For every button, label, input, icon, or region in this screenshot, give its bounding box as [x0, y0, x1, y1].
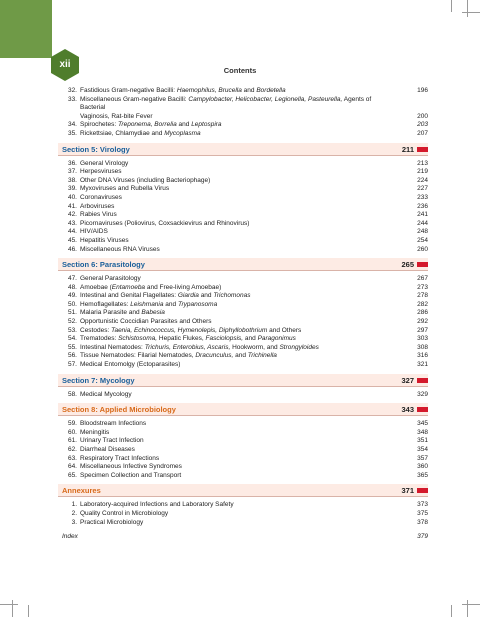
- section-rule: [58, 155, 428, 156]
- entry-title-part: Intestinal and Genital Flagellates:: [80, 292, 178, 300]
- entry-number: 36.: [67, 159, 77, 167]
- entry-title: [80, 335, 398, 344]
- section-page: 211: [401, 144, 414, 154]
- entry-title: [80, 121, 398, 130]
- section-heading[interactable]: [62, 485, 428, 497]
- entry-page: 297: [417, 326, 428, 334]
- toc-entry[interactable]: [62, 472, 428, 481]
- entry-title: [80, 237, 398, 246]
- entry-number: 63.: [67, 454, 77, 462]
- entry-title-part: Opportunistic Coccidian Parasites and Others: [80, 318, 212, 326]
- entry-title-part: Agents of Bacterial: [80, 95, 372, 112]
- entry-number: 53.: [67, 326, 77, 334]
- toc-entry[interactable]: [62, 437, 428, 446]
- entry-number: 38.: [67, 176, 77, 184]
- entry-title-part: Urinary Tract Infection: [80, 437, 144, 445]
- entry-title-part: Bloodstream Infections: [80, 420, 147, 428]
- toc-entry[interactable]: [62, 501, 428, 510]
- entry-number: 2.: [71, 509, 77, 517]
- entry-number: 42.: [67, 211, 77, 219]
- entry-title-italic: Leptospira: [191, 121, 222, 129]
- toc-entry[interactable]: [62, 361, 428, 370]
- entry-title-part: and: [163, 300, 178, 308]
- section-title: Section 8: Applied Microbiology: [62, 405, 176, 415]
- toc-entry[interactable]: [62, 87, 428, 96]
- section-bar-icon: [417, 147, 428, 152]
- crop-mark: [451, 605, 452, 617]
- entry-title: [80, 327, 398, 336]
- entry-title: [80, 318, 398, 327]
- section-bar-icon: [417, 407, 428, 412]
- section-heading[interactable]: [62, 375, 428, 387]
- entry-page: 316: [417, 352, 428, 360]
- entry-title-part: Hepatic Flukes,: [157, 335, 206, 343]
- entry-title: [80, 220, 398, 229]
- entry-title-part: Arboviruses: [80, 202, 115, 210]
- entry-title-italic: Leishmania: [130, 300, 164, 308]
- crop-mark: [467, 0, 468, 17]
- entry-title-part: Hemoflagellates:: [80, 300, 131, 308]
- entry-page: 321: [417, 361, 428, 369]
- entry-page: 203: [417, 121, 428, 129]
- entry-title-italic: Dracunculus,: [195, 352, 234, 360]
- toc-entry[interactable]: [62, 275, 428, 284]
- entry-page: 286: [417, 309, 428, 317]
- toc-entry[interactable]: [62, 284, 428, 293]
- toc-entry[interactable]: [62, 220, 428, 229]
- entry-title-italic: Trichinella: [247, 352, 277, 360]
- section-rule: [58, 415, 428, 416]
- corner-block: [0, 0, 52, 58]
- entry-title: [80, 284, 398, 293]
- entry-number: 34.: [67, 121, 77, 129]
- entry-title-italic: Babesia: [141, 309, 165, 317]
- entry-title-italic: Bordetella: [256, 87, 286, 94]
- section-title: Section 7: Mycology: [62, 375, 135, 385]
- index-page: 379: [417, 533, 428, 541]
- entry-number: 44.: [67, 228, 77, 236]
- entry-title-part: and: [176, 121, 192, 129]
- entry-title-italic: Fasciolopsis,: [205, 335, 244, 343]
- toc-entry[interactable]: [62, 194, 428, 203]
- entry-title-italic: Campylobacter, Helicobacter, Legionella, Pasteurella,: [188, 95, 343, 103]
- entry-number: 57.: [67, 361, 77, 369]
- toc-entry[interactable]: [62, 228, 428, 237]
- section-rule: [58, 270, 428, 271]
- toc-entry[interactable]: [62, 246, 428, 255]
- entry-title-part: Picornaviruses (Poliovirus, Coxsackievirus and Rhinovirus): [80, 219, 250, 227]
- crop-mark: [467, 600, 468, 617]
- toc-entry[interactable]: [62, 327, 428, 336]
- toc-entry[interactable]: [62, 168, 428, 177]
- entry-title-part: Medical Mycology: [80, 390, 132, 398]
- entry-title-part: Meningitis: [80, 428, 110, 436]
- entry-title-italic: Paragonimus: [257, 335, 296, 343]
- entry-title: [80, 420, 398, 429]
- toc-entry[interactable]: [62, 420, 428, 429]
- toc-entry[interactable]: [62, 318, 428, 327]
- toc-entry[interactable]: [62, 211, 428, 220]
- entry-page: 241: [417, 211, 428, 219]
- entry-title-italic: Giardia: [177, 292, 199, 300]
- entry-number: 47.: [67, 275, 77, 283]
- entry-title-part: Respiratory Tract Infections: [80, 454, 160, 462]
- entry-number: 37.: [67, 168, 77, 176]
- toc-entry[interactable]: [62, 185, 428, 194]
- entry-title: [80, 446, 398, 455]
- entry-title: [80, 519, 398, 528]
- toc-entry[interactable]: [62, 237, 428, 246]
- section-title: Section 6: Parasitology: [62, 260, 145, 270]
- crop-mark: [462, 604, 480, 605]
- entry-title-part: Fastidious Gram-negative Bacilli:: [80, 87, 177, 94]
- section-bar-icon: [417, 262, 428, 267]
- entry-page: 373: [417, 501, 428, 509]
- entry-number: 59.: [67, 420, 77, 428]
- entry-page: 207: [417, 129, 428, 137]
- entry-title-part: Medical Entomolgy (Ectoparasites): [80, 361, 181, 369]
- entry-title-part: Intestinal Nematodes:: [80, 343, 145, 351]
- toc-entry[interactable]: [62, 203, 428, 212]
- toc-entry[interactable]: [62, 177, 428, 186]
- entry-title: [80, 160, 398, 169]
- crop-mark: [462, 12, 480, 13]
- section-page: 343: [401, 405, 414, 415]
- entry-title: [80, 463, 398, 472]
- entry-page: 357: [417, 454, 428, 462]
- entry-page: 365: [417, 471, 428, 479]
- entry-title-italic: Taenia, Echinococcus, Hymenolepis, Diphyllobothrium: [111, 326, 268, 334]
- entry-page: 348: [417, 428, 428, 436]
- entry-number: 61.: [67, 437, 77, 445]
- section-heading[interactable]: [62, 404, 428, 416]
- entry-title-part: and Free-living Amoebae): [145, 283, 222, 291]
- toc-entry[interactable]: [62, 446, 428, 455]
- entry-number: 62.: [67, 446, 77, 453]
- toc-entry[interactable]: [62, 309, 428, 318]
- entry-title-part: Myxoviruses and Rubella Virus: [80, 185, 170, 193]
- entry-page: 303: [417, 335, 428, 343]
- entry-title: [80, 87, 398, 96]
- entry-title-part: Vaginosis, Rat-bite Fever: [80, 112, 153, 120]
- entry-title: [80, 501, 398, 510]
- section-bar-icon: [417, 378, 428, 383]
- table-of-contents: [62, 87, 428, 542]
- entry-page: 375: [417, 509, 428, 517]
- entry-title-italic: Trypanosoma: [177, 300, 218, 308]
- entry-page: 248: [417, 228, 428, 236]
- entry-number: 39.: [67, 185, 77, 193]
- entry-number: 43.: [67, 219, 77, 227]
- entry-title: [80, 96, 398, 113]
- entry-title-italic: Mycoplasma: [164, 129, 201, 137]
- entry-page: 278: [417, 292, 428, 300]
- entry-number: 54.: [67, 335, 77, 343]
- entry-title-part: Diarrheal Diseases: [80, 446, 135, 453]
- entry-title-part: HIV/AIDS: [80, 228, 108, 236]
- entry-title: [80, 292, 398, 301]
- toc-entry[interactable]: [62, 391, 428, 400]
- entry-number: 51.: [67, 309, 77, 317]
- page-number: xii: [59, 59, 71, 70]
- toc-entry[interactable]: [62, 463, 428, 472]
- entry-title: [80, 352, 398, 361]
- entry-title-part: and Others: [267, 326, 302, 334]
- entry-title-italic: Entamoeba: [111, 283, 146, 291]
- entry-number: 40.: [67, 193, 77, 201]
- entry-page: 354: [417, 446, 428, 453]
- toc-entry[interactable]: [62, 335, 428, 344]
- entry-title-part: Practical Microbiology: [80, 518, 144, 526]
- entry-title-part: Miscellaneous Infective Syndromes: [80, 463, 182, 471]
- entry-title-italic: Trichuris, Enterobius, Ascaris,: [144, 343, 231, 351]
- entry-page: 378: [417, 518, 428, 526]
- entry-title-part: Coronaviruses: [80, 193, 122, 201]
- entry-title-part: Other DNA Viruses (including Bacteriophage): [80, 176, 211, 184]
- entry-number: 58.: [67, 390, 77, 398]
- entry-number: 52.: [67, 318, 77, 326]
- section-rule: [58, 386, 428, 387]
- entry-page: 219: [417, 168, 428, 176]
- entry-title-part: Rickettsiae, Chlamydiae and: [80, 129, 165, 137]
- entry-page: 292: [417, 318, 428, 326]
- entry-title-italic: Treponema, Borrelia: [117, 121, 177, 129]
- entry-title: [80, 130, 398, 139]
- entry-number: 46.: [67, 245, 77, 253]
- entry-title: [80, 391, 398, 400]
- entry-number: 45.: [67, 236, 77, 244]
- entry-title: [80, 228, 398, 237]
- entry-title-part: Trematodes:: [80, 335, 119, 343]
- crop-mark: [28, 605, 29, 617]
- entry-number: 48.: [67, 283, 77, 291]
- entry-number: 60.: [67, 428, 77, 436]
- toc-entry[interactable]: [62, 301, 428, 310]
- toc-entry[interactable]: [62, 121, 428, 130]
- entry-title-part: General Virology: [80, 159, 129, 167]
- entry-page: 227: [417, 185, 428, 193]
- entry-number: 50.: [67, 300, 77, 308]
- entry-title: [80, 203, 398, 212]
- entry-title-part: and: [243, 335, 258, 343]
- toc-entry[interactable]: [62, 96, 428, 113]
- entry-page: 254: [417, 236, 428, 244]
- toc-entry[interactable]: [62, 292, 428, 301]
- section-page: 265: [401, 260, 414, 270]
- entry-title-part: Miscellaneous Gram-negative Bacilli:: [80, 95, 189, 103]
- entry-title: [80, 177, 398, 186]
- entry-title-part: Miscellaneous RNA Viruses: [80, 245, 160, 253]
- entry-title: [80, 309, 398, 318]
- index-entry[interactable]: [62, 533, 428, 542]
- toc-entry[interactable]: [62, 113, 428, 122]
- page-number-badge: [51, 49, 79, 81]
- entry-title: [80, 185, 398, 194]
- entry-page: 329: [417, 390, 428, 398]
- entry-title-part: Malaria Parasite and: [80, 309, 142, 317]
- entry-title-part: Tissue Nematodes: Filarial Nematodes,: [80, 352, 196, 360]
- entry-title-part: Herpesviruses: [80, 168, 122, 176]
- entry-number: 56.: [67, 352, 77, 360]
- entry-title-part: and: [198, 292, 214, 300]
- toc-entry[interactable]: [62, 160, 428, 169]
- section-heading-band: [58, 484, 428, 496]
- entry-number: 65.: [67, 471, 77, 479]
- entry-title-italic: Trichomonas: [213, 292, 251, 300]
- entry-page: 200: [417, 112, 428, 120]
- entry-title-part: Spirochetes:: [80, 121, 118, 129]
- entry-page: 345: [417, 420, 428, 428]
- entry-title-part: Quality Control in Microbiology: [80, 509, 169, 517]
- entry-page: 351: [417, 437, 428, 445]
- entry-number: 55.: [67, 343, 77, 351]
- entry-title-part: Specimen Collection and Transport: [80, 471, 182, 479]
- entry-title-part: Hookworm, and: [230, 343, 280, 351]
- entry-title-italic: Haemophilus, Brucella: [176, 87, 242, 94]
- section-heading[interactable]: [62, 144, 428, 156]
- section-title: Annexures: [62, 486, 101, 496]
- toc-entry[interactable]: [62, 352, 428, 361]
- entry-title: [80, 211, 398, 220]
- entry-title: [80, 455, 398, 464]
- entry-title: [80, 472, 398, 481]
- entry-title-part: and: [241, 87, 257, 94]
- crop-mark: [451, 0, 452, 12]
- toc-entry[interactable]: [62, 344, 428, 353]
- entry-number: 32.: [67, 87, 77, 94]
- entry-page: 213: [417, 159, 428, 167]
- entry-title: [80, 113, 398, 122]
- entry-title: [80, 301, 398, 310]
- entry-page: 282: [417, 300, 428, 308]
- entry-page: 224: [417, 176, 428, 184]
- entry-title: [80, 429, 398, 438]
- toc-entry[interactable]: [62, 510, 428, 519]
- section-heading[interactable]: [62, 259, 428, 271]
- section-rule: [58, 496, 428, 497]
- entry-title-part: Laboratory-acquired Infections and Laboratory Safety: [80, 501, 234, 509]
- entry-title: [80, 168, 398, 177]
- entry-number: 35.: [67, 129, 77, 137]
- section-page: 327: [401, 375, 414, 385]
- crop-mark: [0, 604, 18, 605]
- section-page: 371: [401, 486, 414, 496]
- section-title: Section 5: Virology: [62, 144, 130, 154]
- entry-title-part: Amoebae (: [80, 283, 112, 291]
- entry-page: 273: [417, 283, 428, 291]
- entry-title: [80, 510, 398, 519]
- entry-title: [80, 437, 398, 446]
- entry-number: 41.: [67, 202, 77, 210]
- entry-page: 308: [417, 343, 428, 351]
- entry-title-part: Hepatitis Viruses: [80, 236, 129, 244]
- entry-number: 1.: [71, 501, 77, 509]
- entry-page: 360: [417, 463, 428, 471]
- entry-title-part: Rabies Virus: [80, 211, 117, 219]
- entry-title: [80, 194, 398, 203]
- crop-mark: [12, 600, 13, 617]
- entry-page: 260: [417, 245, 428, 253]
- toc-entry[interactable]: [62, 455, 428, 464]
- entry-page: 236: [417, 202, 428, 210]
- entry-page: 244: [417, 219, 428, 227]
- entry-number: 64.: [67, 463, 77, 471]
- entry-number: 3.: [71, 518, 77, 526]
- entry-page: 267: [417, 275, 428, 283]
- toc-entry[interactable]: [62, 130, 428, 139]
- entry-number: 33.: [67, 95, 77, 103]
- entry-title: [80, 275, 398, 284]
- toc-entry[interactable]: [62, 519, 428, 528]
- entry-number: 49.: [67, 292, 77, 300]
- entry-title: [80, 361, 398, 370]
- entry-page: 196: [417, 87, 428, 94]
- entry-title: [80, 246, 398, 255]
- entry-title-part: General Parasitology: [80, 275, 141, 283]
- entry-title-italic: Strongyloides: [279, 343, 319, 351]
- entry-title-part: and: [233, 352, 248, 360]
- toc-entry[interactable]: [62, 429, 428, 438]
- entry-title: [80, 344, 398, 353]
- entry-page: 233: [417, 193, 428, 201]
- entry-title-part: Cestodes:: [80, 326, 112, 334]
- index-label: Index: [62, 533, 78, 541]
- entry-title-italic: Schistosoma,: [118, 335, 158, 343]
- section-bar-icon: [417, 488, 428, 493]
- running-head: Contents: [223, 66, 257, 75]
